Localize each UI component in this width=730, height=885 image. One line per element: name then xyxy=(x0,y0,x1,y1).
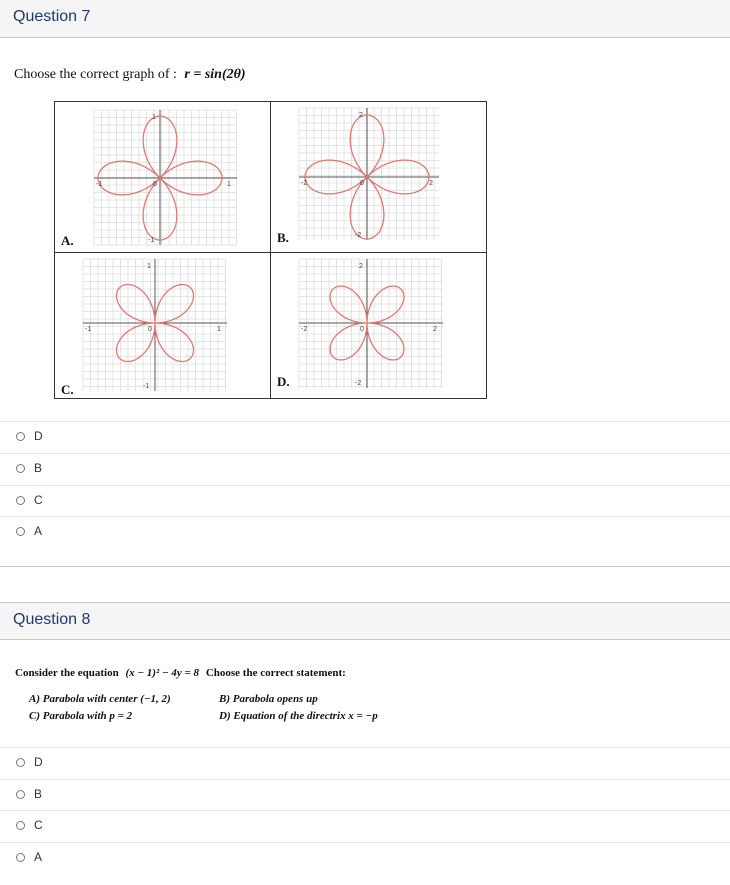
tick-label-right: 1 xyxy=(227,181,231,188)
graph-d xyxy=(271,253,487,401)
tick-label-bottom: -1 xyxy=(143,383,150,390)
graph-c-plot xyxy=(55,253,271,398)
q7-option-c-label: C xyxy=(34,493,43,507)
graph-grid xyxy=(54,101,487,399)
q8-option-b-label: B xyxy=(34,787,43,801)
tick-label-left: -1 xyxy=(96,181,103,188)
radio-icon[interactable] xyxy=(16,496,25,505)
q7-option-b[interactable] xyxy=(0,453,730,485)
question-7-formula: r = sin(2θ) xyxy=(184,67,246,82)
tick-label-origin: 0 xyxy=(148,326,152,333)
q8-option-d-label: D xyxy=(34,755,43,769)
radio-icon[interactable] xyxy=(16,821,25,830)
q8-option-b[interactable] xyxy=(0,779,730,811)
q7-option-a[interactable] xyxy=(0,516,730,548)
graph-b xyxy=(271,102,487,250)
tick-label-left: -1 xyxy=(85,326,92,333)
tick-label-bottom: -2 xyxy=(355,232,362,239)
q7-option-c[interactable] xyxy=(0,485,730,517)
graph-a-plot xyxy=(55,102,271,252)
statement-b: B) Parabola opens up xyxy=(219,693,318,705)
radio-icon[interactable] xyxy=(16,464,25,473)
radio-icon[interactable] xyxy=(16,853,25,862)
graph-c xyxy=(55,253,271,401)
tick-label-bottom: -1 xyxy=(148,237,155,244)
radio-icon[interactable] xyxy=(16,758,25,767)
question-7-title: Question 7 xyxy=(13,8,91,25)
q8-option-a-label: A xyxy=(34,850,43,864)
question-7-prompt: Choose the correct graph of : r = sin(2θ) xyxy=(14,67,246,82)
tick-label-left: -2 xyxy=(301,326,308,333)
q7-option-b-label: B xyxy=(34,461,43,475)
tick-label-origin: 0 xyxy=(153,181,157,188)
radio-icon[interactable] xyxy=(16,432,25,441)
tick-label-top: 1 xyxy=(147,263,151,270)
graph-c-label: C. xyxy=(61,382,74,397)
graph-d-label: D. xyxy=(277,374,290,389)
statement-c: C) Parabola with p = 2 xyxy=(29,710,133,722)
statement-a: A) Parabola with center (−1, 2) xyxy=(29,693,171,705)
radio-icon[interactable] xyxy=(16,527,25,536)
tick-label-top: 2 xyxy=(359,112,363,119)
q8-option-a[interactable] xyxy=(0,842,730,874)
q7-option-d-label: D xyxy=(34,429,43,443)
tick-label-left: -2 xyxy=(301,180,308,187)
graph-d-plot xyxy=(271,253,487,398)
q8-option-c-label: C xyxy=(34,818,43,832)
q7-option-a-label: A xyxy=(34,524,43,538)
q8-option-d[interactable] xyxy=(0,747,730,779)
tick-label-origin: 0 xyxy=(360,180,364,187)
graph-b-plot xyxy=(271,102,487,252)
tick-label-bottom: -2 xyxy=(355,380,362,387)
question-8-prompt: Consider the equation (x − 1)² − 4y = 8 Choose the correct statement: xyxy=(15,667,346,679)
question-8-header xyxy=(0,602,730,640)
tick-label-top: 1 xyxy=(152,114,156,121)
q8-option-c[interactable] xyxy=(0,810,730,842)
question-divider xyxy=(0,566,730,567)
tick-label-top: 2 xyxy=(359,263,363,270)
graph-a-label: A. xyxy=(61,233,74,248)
question-7-header xyxy=(0,0,730,38)
tick-label-origin: 0 xyxy=(360,326,364,333)
question-8-title: Question 8 xyxy=(13,611,91,628)
graph-b-label: B. xyxy=(277,230,289,245)
graph-a xyxy=(55,102,271,250)
tick-label-right: 1 xyxy=(217,326,221,333)
question-8-equation: (x − 1)² − 4y = 8 xyxy=(125,667,200,679)
radio-icon[interactable] xyxy=(16,790,25,799)
q7-option-d[interactable] xyxy=(0,421,730,453)
statement-d: D) Equation of the directrix x = −p xyxy=(219,710,378,722)
tick-label-right: 2 xyxy=(433,326,437,333)
tick-label-right: 2 xyxy=(429,180,433,187)
